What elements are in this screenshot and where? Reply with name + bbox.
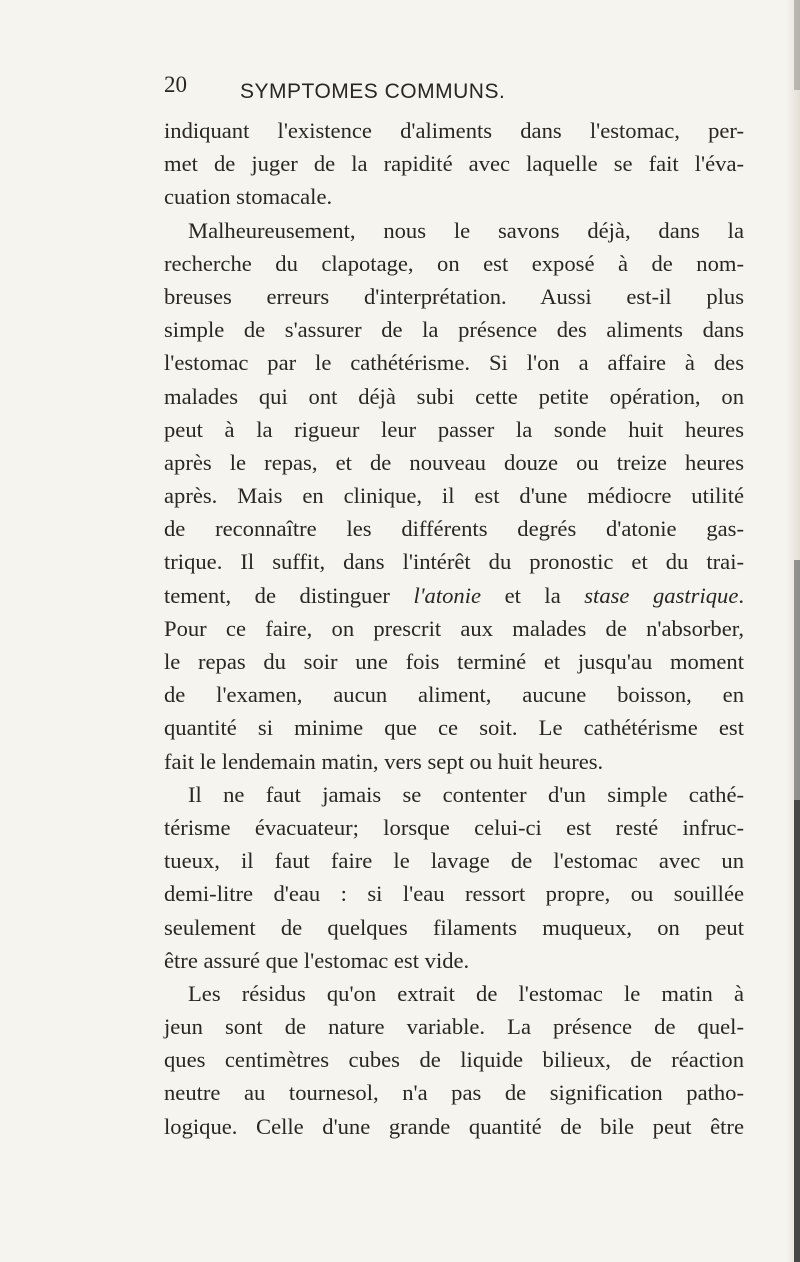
text-line: de l'examen, aucun aliment, aucune boisson, en [164,682,744,708]
text-run: et la [481,582,585,608]
running-title: SYMPTOMES COMMUNS. [240,80,506,103]
body-text [164,114,744,1143]
text-line: Pour ce faire, on prescrit aux malades de n'absorber, [164,615,744,641]
text-run: tement, de distinguer [164,582,414,608]
text-line: Il ne faut jamais se contenter d'un simple cathé- [188,781,744,807]
text-line: logique. Celle d'une grande quantité de bile peut être [164,1113,744,1139]
emphasis-stase-gastrique: stase gastrique [584,582,739,608]
text-line: demi-litre d'eau : si l'eau ressort propre, ou souillée [164,881,744,907]
text-line: malades qui ont déjà subi cette petite opération, on [164,383,744,409]
binding-edge-mark [794,560,800,800]
text-line: tueux, il faut faire le lavage de l'estomac avec un [164,848,744,874]
text-line: Les résidus qu'on extrait de l'estomac le matin à [188,980,744,1006]
text-line: le repas du soir une fois terminé et jusqu'au moment [164,649,744,674]
text-line: jeun sont de nature variable. La présence de quel- [164,1014,744,1040]
text-line: trique. Il suffit, dans l'intérêt du pronostic et du trai- [164,549,744,575]
text-line: met de juger de la rapidité avec laquelle se fait l'éva- [164,151,744,177]
page-header [0,72,800,112]
text-line: indiquant l'existence d'aliments dans l'estomac, per- [164,118,744,143]
text-line: térisme évacuateur; lorsque celui-ci est resté infruc- [164,814,744,840]
text-line: simple de s'assurer de la présence des aliments dans [164,317,744,343]
emphasis-atonie: l'atonie [413,582,482,608]
binding-edge-mark [794,0,800,90]
text-line: de reconnaître les différents degrés d'atonie gas- [164,516,744,542]
text-line: fait le lendemain matin, vers sept ou huit heures. [164,748,604,774]
text-line: quantité si minime que ce soit. Le cathétérisme est [164,715,744,741]
text-line: après. Mais en clinique, il est d'une médiocre utilité [164,483,744,509]
text-line: neutre au tournesol, n'a pas de signification patho- [164,1080,744,1106]
text-line: Malheureusement, nous le savons déjà, dans la [188,217,744,243]
text-line: seulement de quelques filaments muqueux, on peut [164,914,744,940]
text-line: recherche du clapotage, on est exposé à de nom- [164,250,744,276]
page-number: 20 [164,72,187,97]
text-line: cuation stomacale. [164,184,333,210]
text-line: peut à la rigueur leur passer la sonde huit heures [164,416,744,442]
text-run: . [738,582,745,608]
text-line: l'estomac par le cathétérisme. Si l'on a affaire à des [164,350,744,376]
text-line: breuses erreurs d'interprétation. Aussi est-il plus [164,283,744,309]
text-line: après le repas, et de nouveau douze ou treize heures [164,449,744,475]
binding-edge-mark [794,800,800,1262]
text-line: ques centimètres cubes de liquide bilieux, de réaction [164,1047,744,1073]
text-line-emphasis [164,579,744,612]
text-line: être assuré que l'estomac est vide. [164,947,470,973]
